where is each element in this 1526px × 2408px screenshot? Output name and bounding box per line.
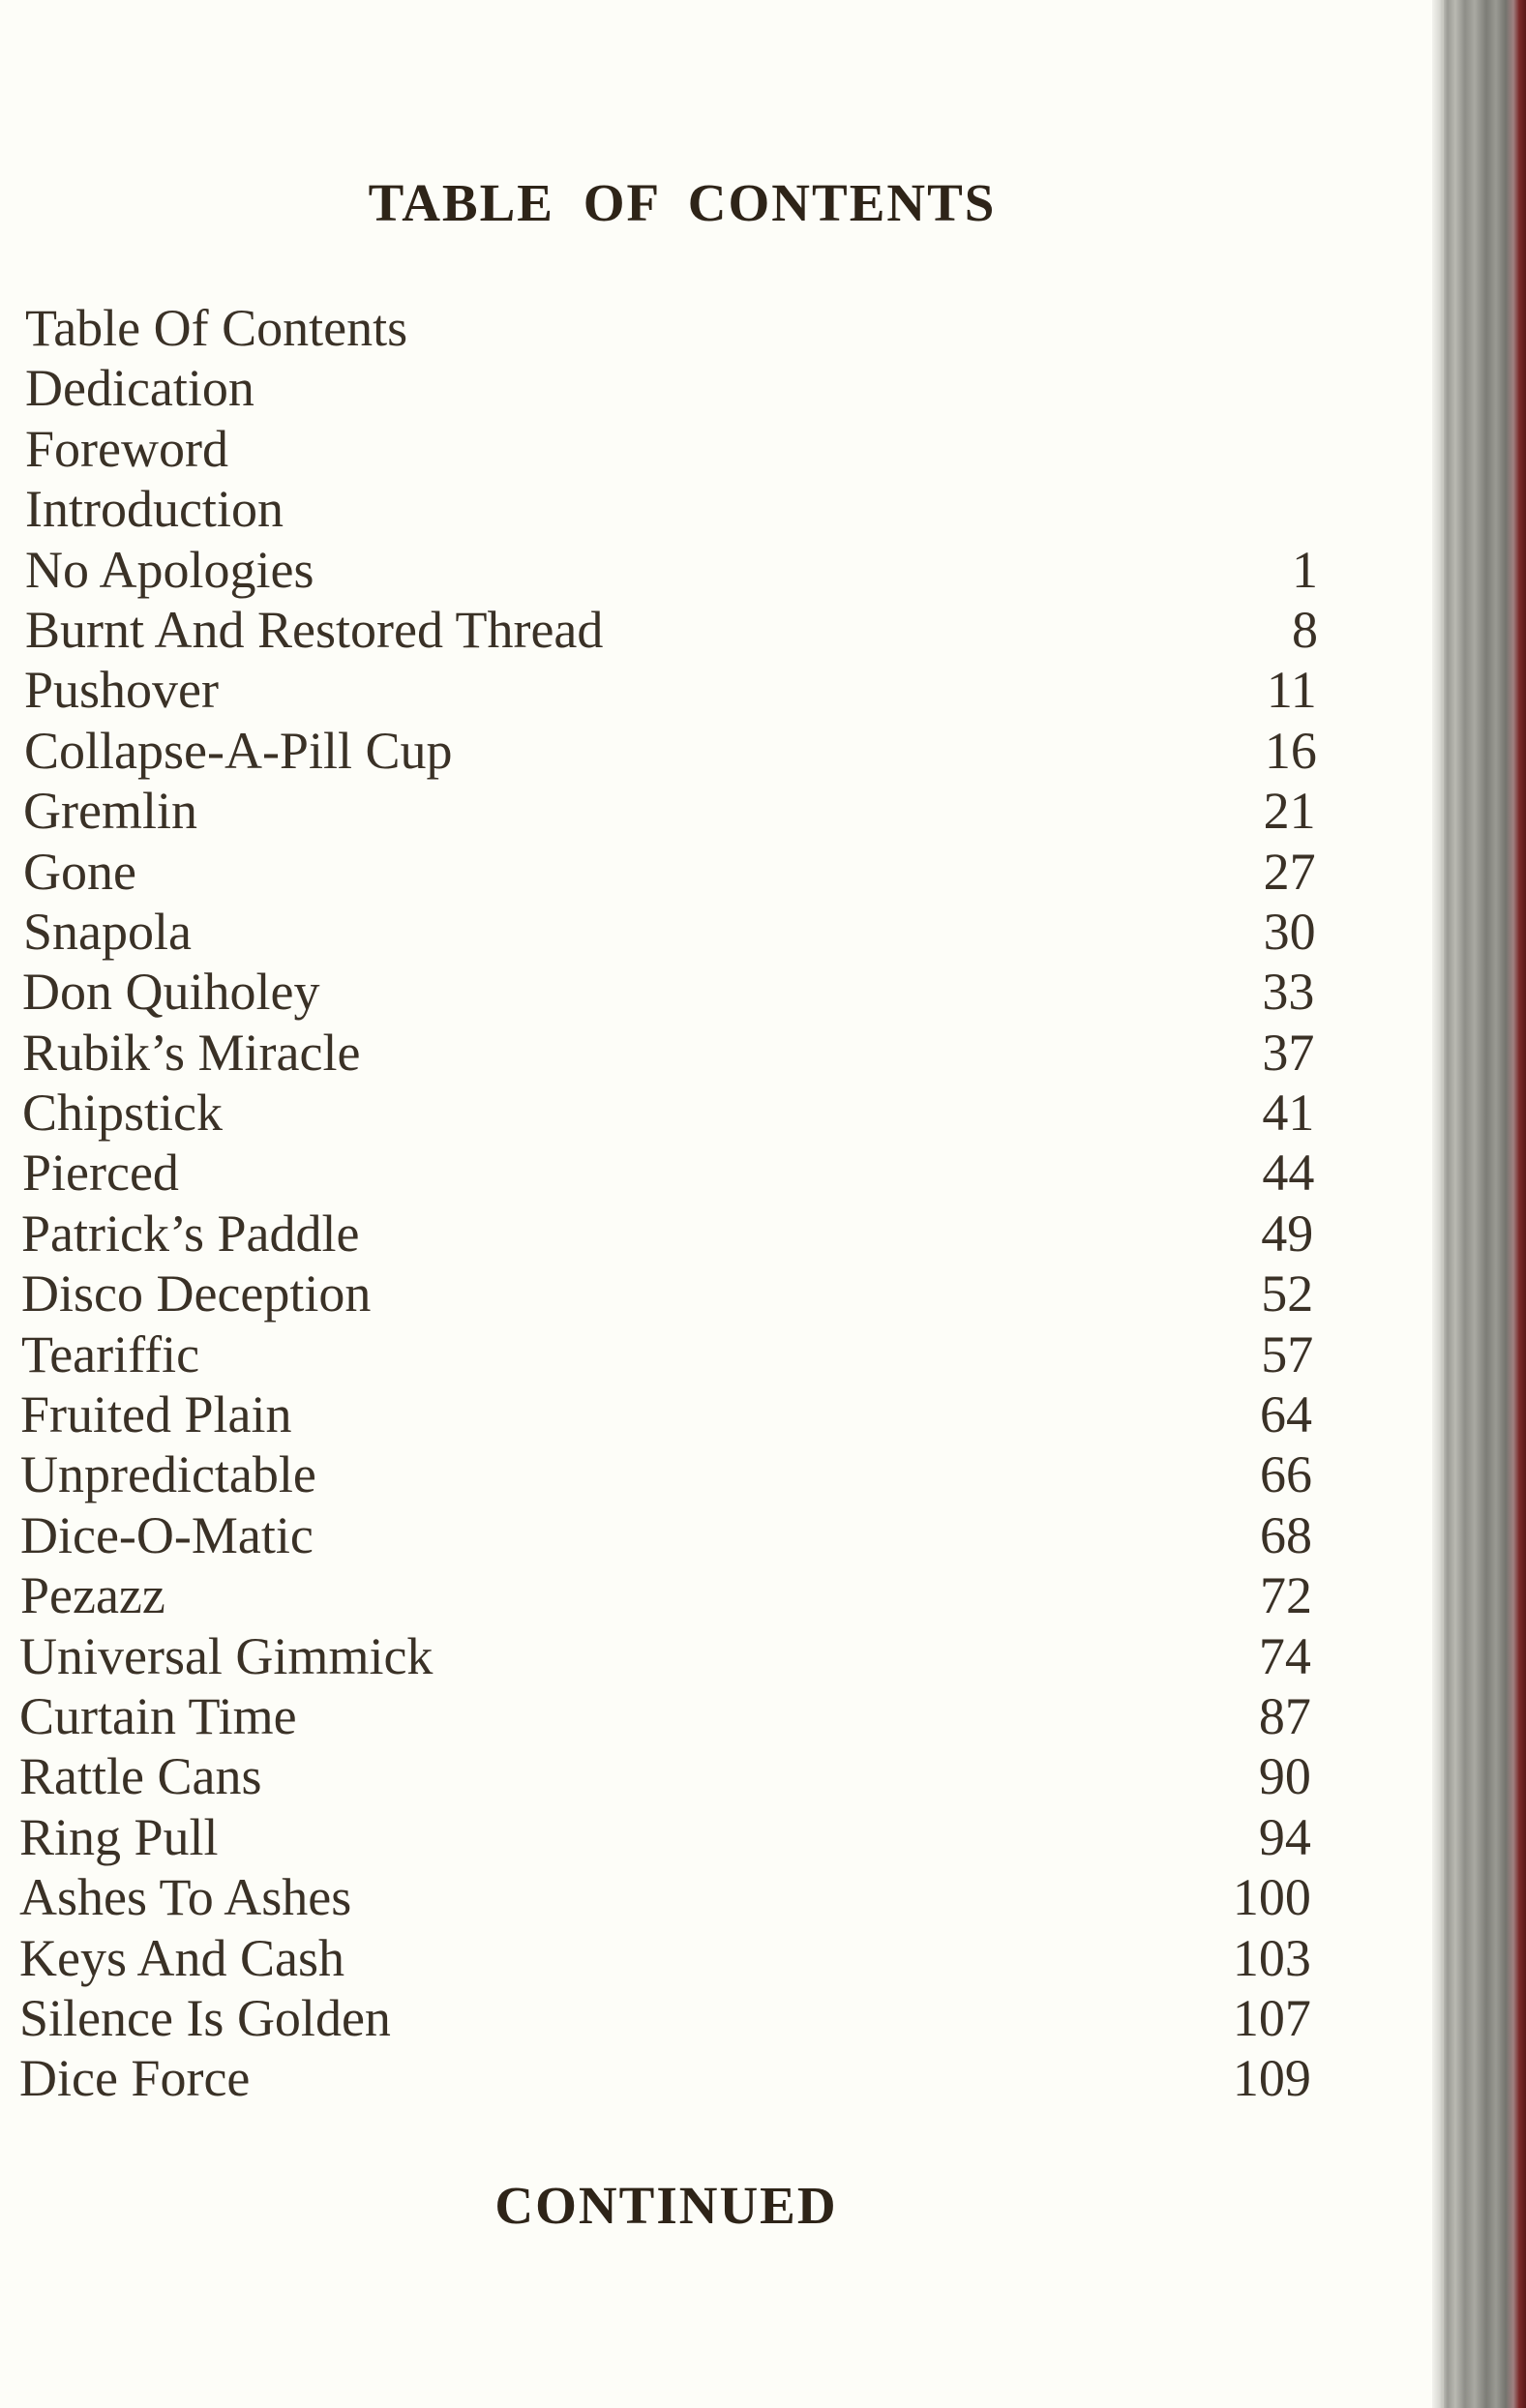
toc-entry-page: 74 bbox=[1258, 1626, 1311, 1685]
toc-entry bbox=[0, 1204, 1355, 1263]
toc-entry bbox=[0, 1746, 1355, 1806]
toc-entry-title: Dice Force bbox=[19, 2049, 251, 2108]
toc-entry-page: 41 bbox=[1262, 1084, 1315, 1143]
toc-entry-title: Introduction bbox=[25, 480, 284, 539]
toc-entry bbox=[0, 1928, 1355, 1988]
toc-entry bbox=[0, 1686, 1355, 1746]
toc-entry-page: 44 bbox=[1262, 1144, 1315, 1203]
toc-entry-title: Patrick’s Paddle bbox=[21, 1204, 360, 1263]
toc-entry-page: 8 bbox=[1292, 600, 1318, 659]
toc-entry-title: Ashes To Ashes bbox=[19, 1868, 352, 1927]
toc-entry-page: 94 bbox=[1258, 1807, 1311, 1866]
toc-entry bbox=[0, 1444, 1355, 1504]
toc-entry-title: Curtain Time bbox=[19, 1686, 297, 1745]
toc-entry-page: 103 bbox=[1232, 1928, 1311, 1987]
toc-entry bbox=[0, 1083, 1355, 1143]
toc-entry-title: Gone bbox=[23, 842, 136, 901]
toc-entry-title: Snapola bbox=[23, 902, 192, 961]
toc-entry-title: Collapse-A-Pill Cup bbox=[24, 721, 453, 780]
contents-list bbox=[0, 298, 1355, 2109]
toc-entry bbox=[0, 842, 1355, 902]
toc-entry-title: Ring Pull bbox=[19, 1807, 219, 1866]
toc-entry bbox=[0, 1626, 1355, 1686]
toc-entry-title: Foreword bbox=[25, 419, 228, 478]
toc-entry-page: 52 bbox=[1261, 1264, 1314, 1323]
toc-entry-page: 27 bbox=[1263, 842, 1316, 901]
toc-entry-title: Disco Deception bbox=[21, 1264, 372, 1323]
toc-entry-page: 66 bbox=[1260, 1445, 1312, 1504]
toc-entry-title: Gremlin bbox=[23, 782, 197, 841]
toc-entry-title: Dice-O-Matic bbox=[20, 1505, 314, 1564]
toc-entry-page: 11 bbox=[1266, 661, 1317, 720]
toc-entry bbox=[0, 1023, 1355, 1083]
toc-entry-page: 16 bbox=[1264, 721, 1317, 780]
toc-entry-title: Pushover bbox=[24, 661, 219, 720]
toc-entry-title: Burnt And Restored Thread bbox=[25, 600, 604, 659]
toc-entry bbox=[0, 419, 1355, 479]
toc-entry-page: 64 bbox=[1260, 1385, 1312, 1444]
toc-entry-title: No Apologies bbox=[25, 540, 314, 599]
page-title: TABLE OF CONTENTS bbox=[368, 173, 997, 232]
toc-entry-page: 37 bbox=[1262, 1023, 1315, 1082]
toc-entry-title: Rubik’s Miracle bbox=[22, 1023, 361, 1082]
toc-entry bbox=[0, 540, 1355, 600]
toc-entry bbox=[0, 1505, 1355, 1565]
toc-entry-title: Table Of Contents bbox=[25, 299, 408, 357]
toc-entry bbox=[0, 2048, 1355, 2108]
toc-entry-title: Pezazz bbox=[20, 1566, 165, 1625]
toc-entry-title: Fruited Plain bbox=[20, 1385, 292, 1444]
toc-entry bbox=[0, 298, 1355, 358]
toc-entry bbox=[0, 660, 1355, 720]
toc-entry-page: 107 bbox=[1232, 1988, 1311, 2047]
toc-entry-page: 49 bbox=[1261, 1204, 1314, 1263]
toc-entry-title: Unpredictable bbox=[20, 1445, 316, 1504]
toc-entry-page: 87 bbox=[1258, 1686, 1311, 1745]
toc-entry bbox=[0, 358, 1355, 418]
toc-entry bbox=[0, 1988, 1355, 2048]
toc-entry-title: Dedication bbox=[25, 359, 254, 418]
page-edge bbox=[1432, 0, 1526, 2408]
toc-entry-page: 57 bbox=[1261, 1324, 1314, 1383]
continued-label: CONTINUED bbox=[494, 2176, 838, 2235]
toc-entry-page: 72 bbox=[1260, 1566, 1312, 1625]
toc-entry-title: Teariffic bbox=[21, 1324, 200, 1383]
toc-entry bbox=[0, 1263, 1355, 1323]
toc-entry-page: 90 bbox=[1258, 1747, 1311, 1806]
toc-entry-title: Pierced bbox=[22, 1144, 179, 1203]
toc-entry-title: Rattle Cans bbox=[19, 1747, 262, 1806]
toc-entry-page: 30 bbox=[1263, 902, 1316, 961]
page-edge-line bbox=[1442, 0, 1444, 2408]
toc-entry bbox=[0, 1324, 1355, 1384]
toc-entry-page: 33 bbox=[1262, 963, 1315, 1022]
toc-entry bbox=[0, 781, 1355, 841]
toc-entry-title: Silence Is Golden bbox=[19, 1988, 391, 2047]
toc-entry bbox=[0, 1565, 1355, 1625]
toc-entry-page: 68 bbox=[1260, 1505, 1312, 1564]
toc-entry-page: 100 bbox=[1232, 1868, 1311, 1927]
toc-entry bbox=[0, 600, 1355, 660]
toc-entry bbox=[0, 1143, 1355, 1203]
toc-entry bbox=[0, 479, 1355, 539]
toc-entry-title: Keys And Cash bbox=[19, 1928, 344, 1987]
toc-entry-title: Universal Gimmick bbox=[19, 1626, 434, 1685]
toc-entry-title: Don Quiholey bbox=[22, 963, 320, 1022]
toc-entry bbox=[0, 902, 1355, 962]
toc-entry bbox=[0, 962, 1355, 1022]
toc-entry-page: 109 bbox=[1232, 2049, 1311, 2108]
toc-entry bbox=[0, 721, 1355, 781]
toc-entry bbox=[0, 1807, 1355, 1867]
toc-entry-title: Chipstick bbox=[22, 1084, 224, 1143]
toc-entry bbox=[0, 1384, 1355, 1444]
toc-entry-page: 21 bbox=[1263, 782, 1316, 841]
toc-entry-page: 1 bbox=[1292, 540, 1318, 599]
toc-entry bbox=[0, 1867, 1355, 1927]
